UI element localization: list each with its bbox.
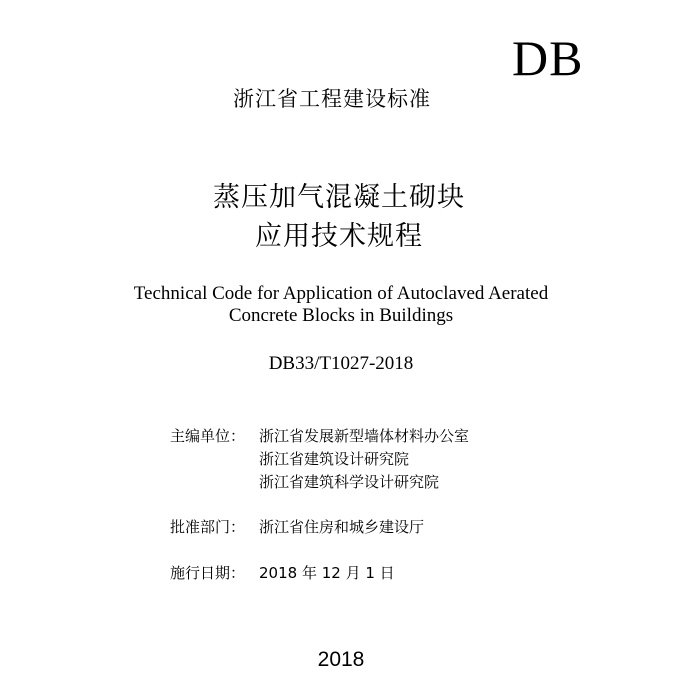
standard-type-heading: 浙江省工程建设标准 <box>233 87 431 111</box>
approver-department: 浙江省住房和城乡建设厅 <box>259 518 425 536</box>
approver-label: 批准部门： <box>170 518 246 536</box>
db-standard-mark: DB <box>512 30 584 86</box>
effective-date-label: 施行日期： <box>170 564 246 582</box>
effective-date: 2018 年 12 月 1 日 <box>259 564 395 582</box>
english-title-line-2: Concrete Blocks in Buildings <box>228 305 454 326</box>
chinese-title-line-1: 蒸压加气混凝土砌块 <box>213 182 465 213</box>
english-title-line-1: Technical Code for Application of Autoclaved Aerated <box>133 283 549 304</box>
editor-unit-1: 浙江省发展新型墙体材料办公室 <box>259 427 470 445</box>
editor-unit-3: 浙江省建筑科学设计研究院 <box>259 473 440 491</box>
editor-unit-2: 浙江省建筑设计研究院 <box>259 450 410 468</box>
chinese-title-line-2: 应用技术规程 <box>255 221 423 252</box>
standard-code-number: DB33/T1027-2018 <box>268 353 414 374</box>
publication-year: 2018 <box>317 648 365 671</box>
editor-label: 主编单位： <box>170 427 246 445</box>
